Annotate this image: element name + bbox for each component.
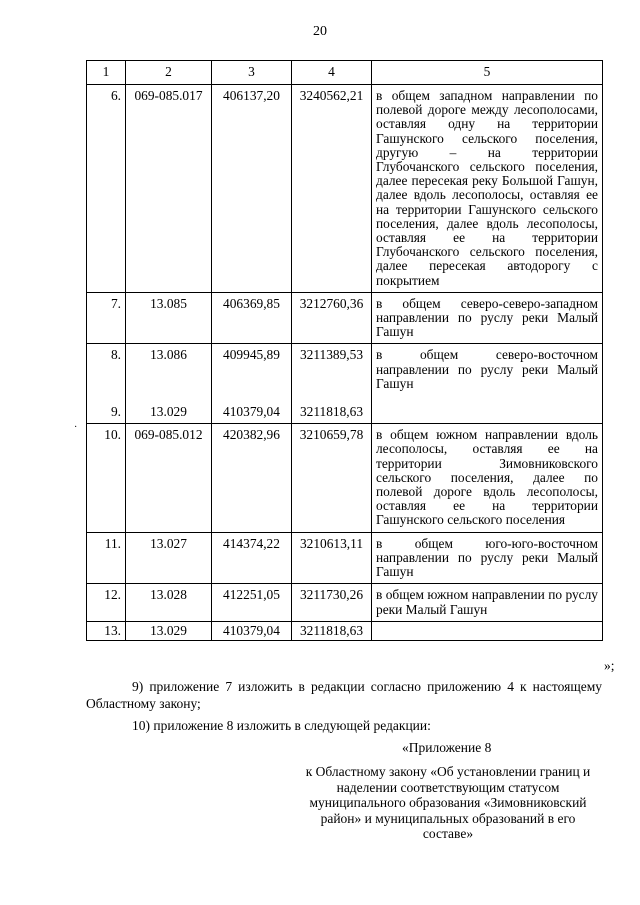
coord-y: 3210613,11 <box>292 532 372 584</box>
header-cell: 1 <box>87 61 126 85</box>
coord-x: 409945,89 <box>212 344 292 395</box>
point-number: 7. <box>87 292 126 344</box>
point-number: 13. <box>87 621 126 640</box>
point-code: 13.029 <box>126 621 212 640</box>
coord-x: 414374,22 <box>212 532 292 584</box>
header-cell: 2 <box>126 61 212 85</box>
table-header-row <box>87 61 603 85</box>
header-cell: 3 <box>212 61 292 85</box>
point-number: 12. <box>87 584 126 621</box>
table-row <box>87 292 603 344</box>
header-cell: 5 <box>372 61 603 85</box>
boundary-description <box>372 621 603 640</box>
coord-x: 406369,85 <box>212 292 292 344</box>
boundary-description: в общем южном направлении по руслу реки Малый Гашун <box>372 584 603 621</box>
table-row <box>87 344 603 395</box>
point-number: 11. <box>87 532 126 584</box>
coord-y: 3240562,21 <box>292 85 372 293</box>
boundary-description <box>372 395 603 424</box>
coord-y: 3211818,63 <box>292 395 372 424</box>
table-row <box>87 395 603 424</box>
header-cell: 4 <box>292 61 372 85</box>
coord-x: 406137,20 <box>212 85 292 293</box>
table-row <box>87 424 603 532</box>
appendix-subtitle: к Областному закону «Об установлении границ и наделении соответствующим статусом муниципального образования «Зимовниковский район» и муниципальных образований в его составе» <box>305 764 591 842</box>
table-row <box>87 621 603 640</box>
point-number: 10. <box>87 424 126 532</box>
point-code: 13.028 <box>126 584 212 621</box>
point-code: 13.027 <box>126 532 212 584</box>
point-code: 13.086 <box>126 344 212 395</box>
page-number: 20 <box>313 24 327 39</box>
margin-mark: · <box>74 422 78 433</box>
appendix-title: «Приложение 8 <box>402 740 492 755</box>
boundary-description: в общем западном направлении по полевой дороге между лесополосами, оставляя одну на территории Гашунского сельского поселения, другую – на территории Глубочанского сельского поселения, далее пересекая реку Большой Гашун, далее вдоль лесополосы, оставляя ее на территории Гашунского сельского поселения, далее вдоль лесополосы, оставляя ее на территории Глубочанского сельского поселения, далее пересекая автодорогу с покрытием <box>372 85 603 293</box>
coord-x: 412251,05 <box>212 584 292 621</box>
boundary-description: в общем северо-восточном направлении по руслу реки Малый Гашун <box>372 344 603 395</box>
coord-x: 410379,04 <box>212 395 292 424</box>
point-number: 9. <box>87 395 126 424</box>
table-row <box>87 532 603 584</box>
table-row <box>87 85 603 293</box>
boundary-description: в общем южном направлении вдоль лесополосы, оставляя ее на территории Зимовниковского сельского поселения, далее по полевой дороге вдоль лесополосы, оставляя ее на территории Гашунского сельского поселения <box>372 424 603 532</box>
boundary-points-table <box>86 60 603 641</box>
coord-y: 3211389,53 <box>292 344 372 395</box>
point-code: 13.029 <box>126 395 212 424</box>
point-code: 069-085.012 <box>126 424 212 532</box>
boundary-description: в общем северо-северо-западном направлении по руслу реки Малый Гашун <box>372 292 603 344</box>
coord-y: 3210659,78 <box>292 424 372 532</box>
coord-y: 3211818,63 <box>292 621 372 640</box>
table-row <box>87 584 603 621</box>
paragraph-item-10: 10) приложение 8 изложить в следующей редакции: <box>132 718 431 733</box>
point-number: 8. <box>87 344 126 395</box>
point-code: 13.085 <box>126 292 212 344</box>
coord-x: 410379,04 <box>212 621 292 640</box>
coord-y: 3212760,36 <box>292 292 372 344</box>
coord-x: 420382,96 <box>212 424 292 532</box>
point-number: 6. <box>87 85 126 293</box>
closing-quote-mark: »; <box>604 658 615 673</box>
boundary-description: в общем юго-юго-восточном направлении по руслу реки Малый Гашун <box>372 532 603 584</box>
coord-y: 3211730,26 <box>292 584 372 621</box>
point-code: 069-085.017 <box>126 85 212 293</box>
paragraph-item-9: 9) приложение 7 изложить в редакции согласно приложению 4 к настоящему Областному закону; <box>86 679 602 711</box>
